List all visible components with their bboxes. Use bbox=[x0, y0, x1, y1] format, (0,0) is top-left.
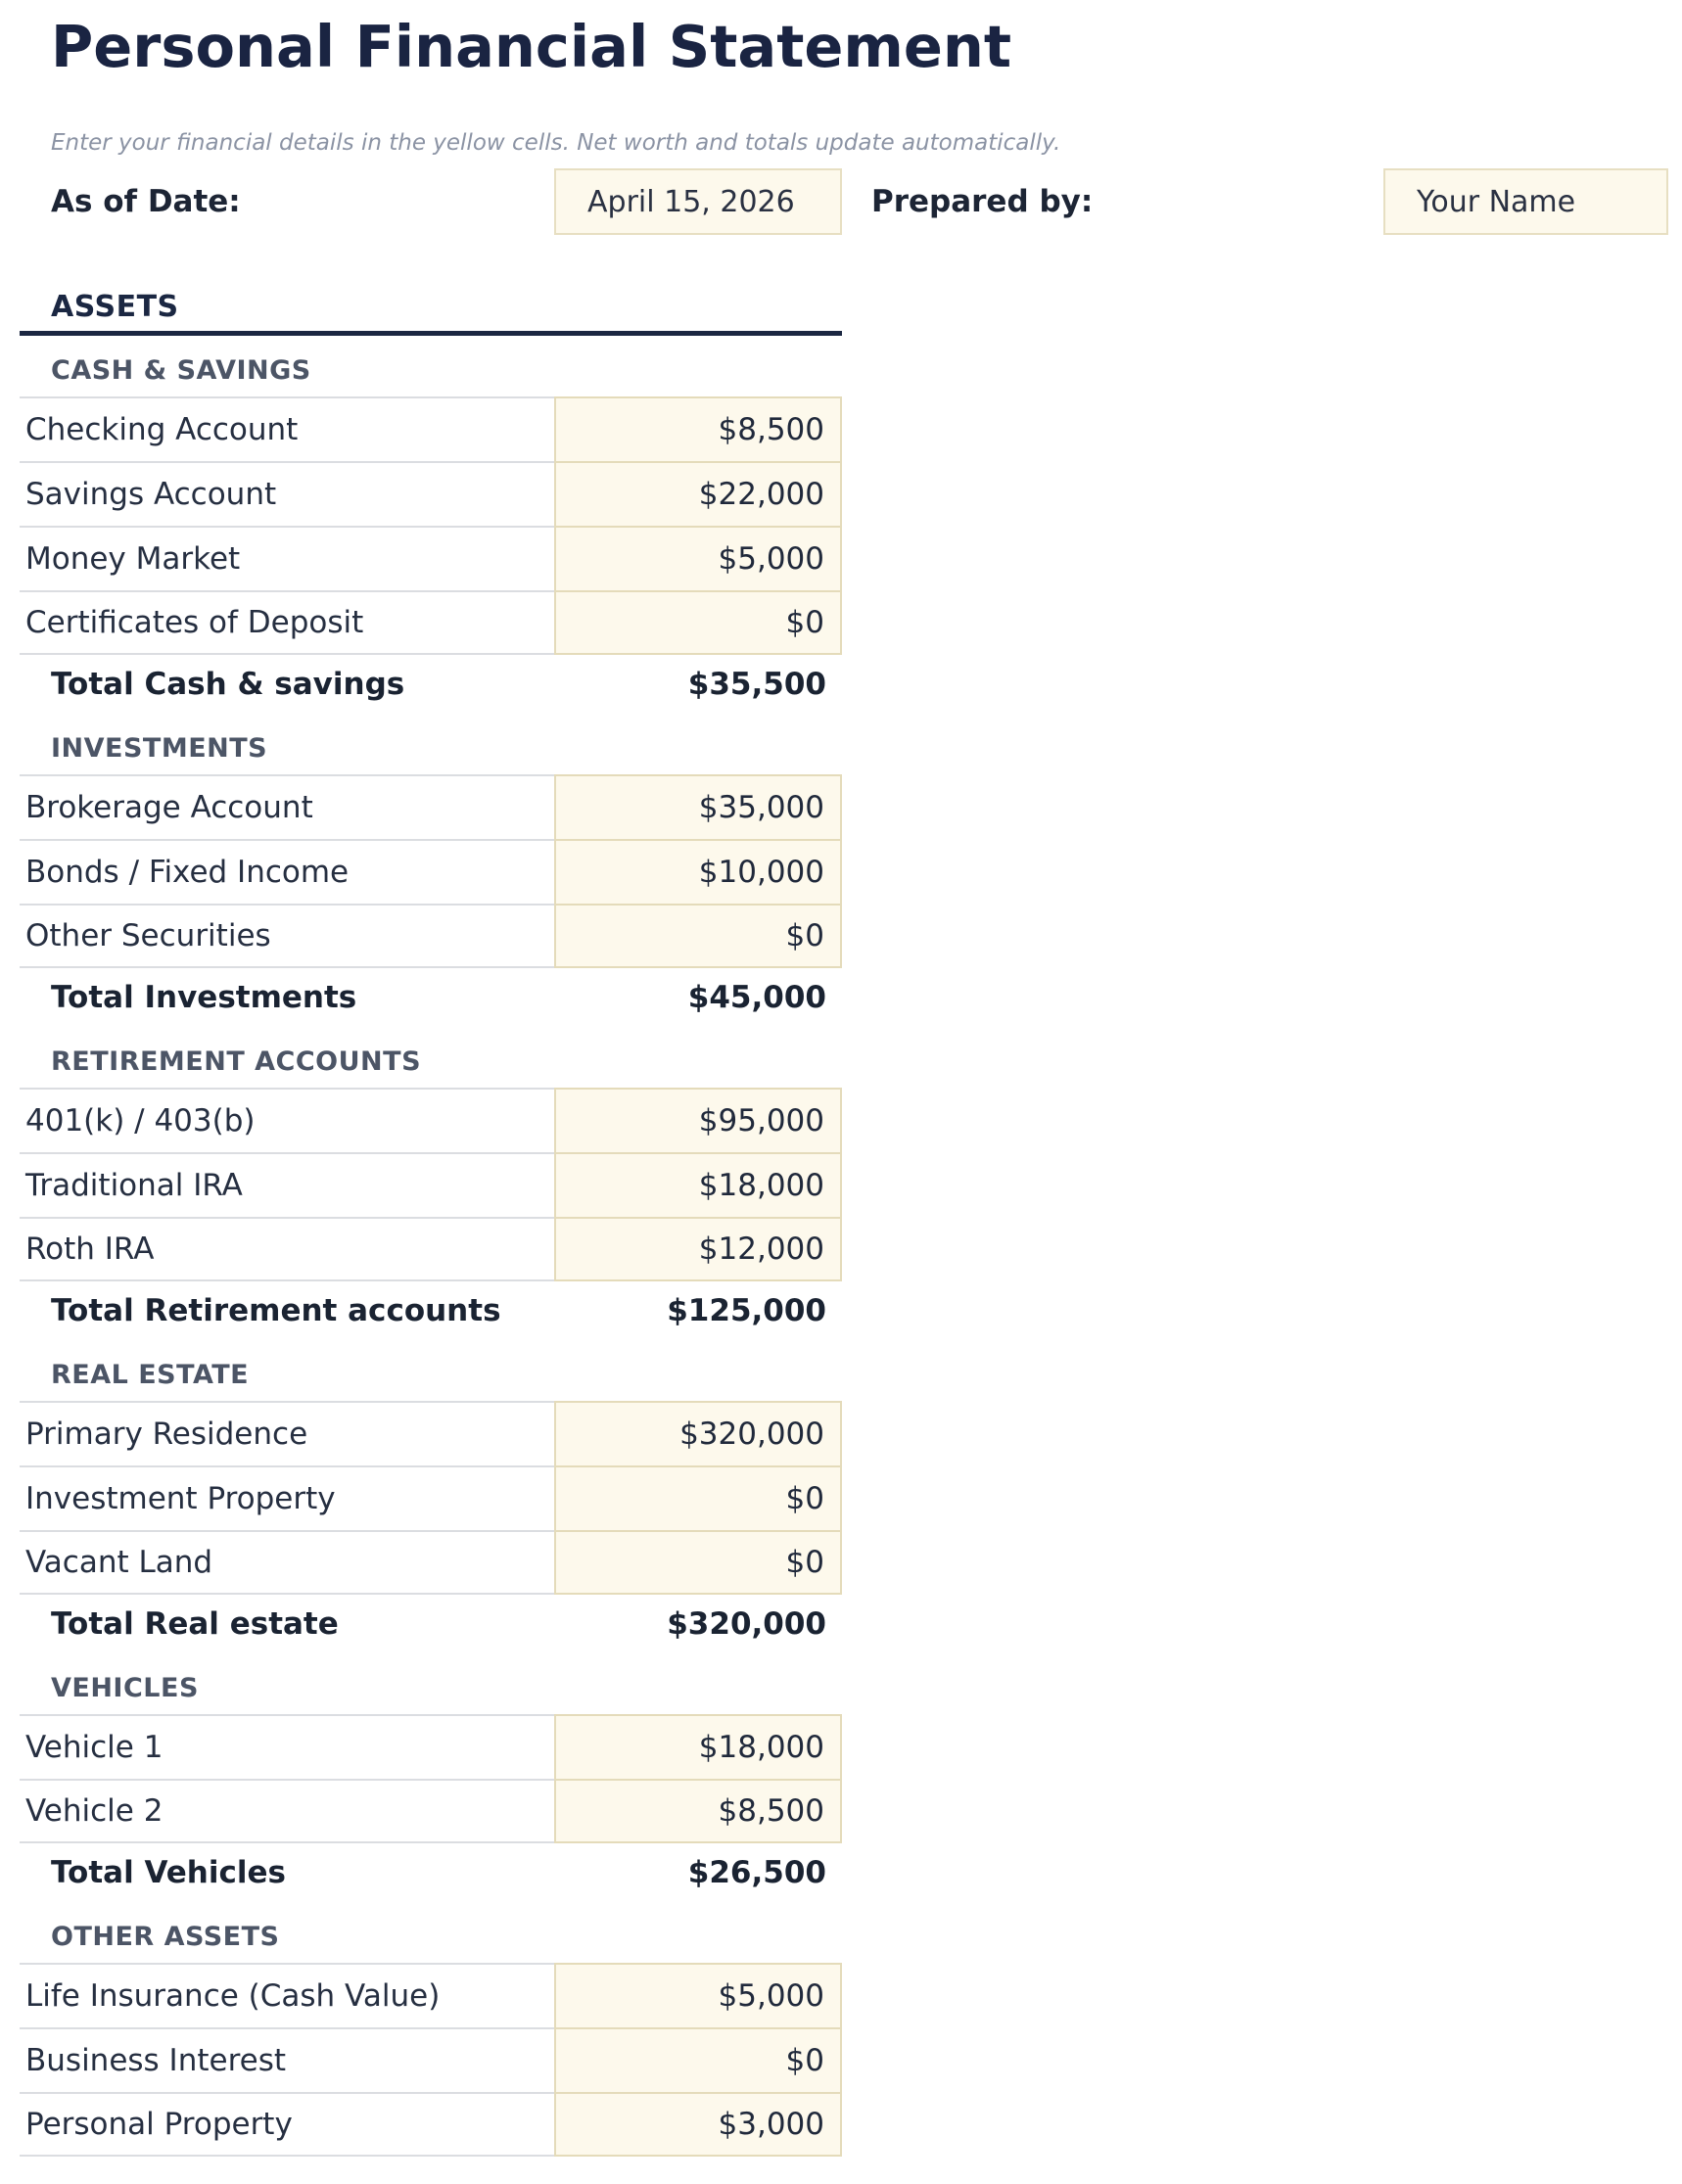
asset-value-cell[interactable]: $12,000 bbox=[554, 1217, 842, 1281]
section-rows bbox=[20, 1714, 842, 1843]
asset-row-label: Life Insurance (Cash Value) bbox=[20, 1963, 554, 2027]
section-header-cash-savings: CASH & SAVINGS bbox=[51, 355, 311, 386]
asset-row bbox=[20, 1088, 842, 1152]
asset-row-label: Roth IRA bbox=[20, 1217, 554, 1281]
asset-row-label: Traditional IRA bbox=[20, 1152, 554, 1217]
header-fields-row bbox=[0, 168, 1682, 235]
section-total-value: $45,000 bbox=[687, 980, 826, 1015]
asset-value-cell[interactable]: $320,000 bbox=[554, 1401, 842, 1465]
asset-value-cell[interactable]: $8,500 bbox=[554, 396, 842, 461]
section-header-investments: INVESTMENTS bbox=[51, 733, 268, 764]
section-total-row bbox=[20, 655, 842, 714]
section-total-row bbox=[20, 1843, 842, 1902]
as-of-date-input[interactable]: April 15, 2026 bbox=[554, 168, 842, 235]
asset-section-other-assets bbox=[20, 1918, 842, 2157]
asset-value-cell[interactable]: $0 bbox=[554, 2027, 842, 2092]
asset-row bbox=[20, 590, 842, 655]
asset-section-retirement-accounts bbox=[20, 1043, 842, 1340]
section-total-row bbox=[20, 968, 842, 1027]
asset-section-real-estate bbox=[20, 1356, 842, 1653]
section-rows bbox=[20, 396, 842, 655]
asset-value-cell[interactable]: $18,000 bbox=[554, 1152, 842, 1217]
asset-row bbox=[20, 1465, 842, 1530]
section-total-label: Total Retirement accounts bbox=[51, 1293, 501, 1328]
section-rows bbox=[20, 1401, 842, 1595]
asset-row bbox=[20, 396, 842, 461]
asset-section-vehicles bbox=[20, 1669, 842, 1902]
page-subtitle: Enter your financial details in the yellow cells. Net worth and totals update automatically. bbox=[51, 130, 1061, 156]
assets-table bbox=[20, 290, 842, 2157]
prepared-by-input[interactable]: Your Name bbox=[1383, 168, 1668, 235]
asset-row-label: Vehicle 2 bbox=[20, 1779, 554, 1843]
asset-row-label: Money Market bbox=[20, 526, 554, 590]
section-header-other-assets: OTHER ASSETS bbox=[51, 1922, 280, 1952]
asset-row bbox=[20, 526, 842, 590]
asset-section-investments bbox=[20, 729, 842, 1027]
page-title: Personal Financial Statement bbox=[51, 13, 1012, 80]
section-rows bbox=[20, 1088, 842, 1281]
section-rows bbox=[20, 774, 842, 968]
asset-row bbox=[20, 1401, 842, 1465]
section-total-value: $35,500 bbox=[687, 667, 826, 702]
assets-heading: ASSETS bbox=[51, 290, 179, 324]
section-header-vehicles: VEHICLES bbox=[51, 1673, 199, 1703]
asset-row-label: Other Securities bbox=[20, 904, 554, 968]
asset-row bbox=[20, 904, 842, 968]
asset-row-label: Primary Residence bbox=[20, 1401, 554, 1465]
as-of-date-label: As of Date: bbox=[51, 184, 241, 219]
asset-value-cell[interactable]: $3,000 bbox=[554, 2092, 842, 2157]
section-total-value: $125,000 bbox=[667, 1293, 826, 1328]
asset-row-label: Checking Account bbox=[20, 396, 554, 461]
asset-row-label: Vehicle 1 bbox=[20, 1714, 554, 1779]
asset-value-cell[interactable]: $0 bbox=[554, 1530, 842, 1595]
asset-row-label: Savings Account bbox=[20, 461, 554, 526]
asset-section-cash-savings bbox=[20, 351, 842, 714]
asset-row bbox=[20, 461, 842, 526]
asset-row bbox=[20, 1152, 842, 1217]
section-total-row bbox=[20, 1281, 842, 1340]
asset-row-label: Bonds / Fixed Income bbox=[20, 839, 554, 904]
asset-row bbox=[20, 1963, 842, 2027]
asset-value-cell[interactable]: $35,000 bbox=[554, 774, 842, 839]
section-total-label: Total Cash & savings bbox=[51, 667, 405, 702]
asset-row bbox=[20, 1530, 842, 1595]
asset-row bbox=[20, 839, 842, 904]
asset-row bbox=[20, 1779, 842, 1843]
asset-row bbox=[20, 1714, 842, 1779]
section-total-value: $320,000 bbox=[667, 1606, 826, 1642]
asset-value-cell[interactable]: $8,500 bbox=[554, 1779, 842, 1843]
section-total-label: Total Investments bbox=[51, 980, 357, 1015]
asset-value-cell[interactable]: $10,000 bbox=[554, 839, 842, 904]
asset-value-cell[interactable]: $5,000 bbox=[554, 1963, 842, 2027]
section-total-label: Total Real estate bbox=[51, 1606, 339, 1642]
asset-row-label: 401(k) / 403(b) bbox=[20, 1088, 554, 1152]
asset-row-label: Brokerage Account bbox=[20, 774, 554, 839]
asset-row-label: Business Interest bbox=[20, 2027, 554, 2092]
section-total-row bbox=[20, 1595, 842, 1653]
asset-value-cell[interactable]: $0 bbox=[554, 904, 842, 968]
asset-row-label: Investment Property bbox=[20, 1465, 554, 1530]
asset-value-cell[interactable]: $0 bbox=[554, 1465, 842, 1530]
asset-value-cell[interactable]: $5,000 bbox=[554, 526, 842, 590]
asset-row bbox=[20, 2092, 842, 2157]
asset-row-label: Vacant Land bbox=[20, 1530, 554, 1595]
assets-divider bbox=[20, 331, 842, 336]
asset-row bbox=[20, 2027, 842, 2092]
asset-row-label: Certificates of Deposit bbox=[20, 590, 554, 655]
asset-value-cell[interactable]: $0 bbox=[554, 590, 842, 655]
asset-value-cell[interactable]: $95,000 bbox=[554, 1088, 842, 1152]
section-total-value: $26,500 bbox=[687, 1855, 826, 1890]
section-rows bbox=[20, 1963, 842, 2157]
asset-value-cell[interactable]: $18,000 bbox=[554, 1714, 842, 1779]
section-header-real-estate: REAL ESTATE bbox=[51, 1360, 250, 1390]
section-total-label: Total Vehicles bbox=[51, 1855, 286, 1890]
section-header-retirement-accounts: RETIREMENT ACCOUNTS bbox=[51, 1046, 422, 1077]
asset-row bbox=[20, 1217, 842, 1281]
asset-sections bbox=[20, 351, 842, 2157]
asset-value-cell[interactable]: $22,000 bbox=[554, 461, 842, 526]
prepared-by-label: Prepared by: bbox=[871, 184, 1094, 219]
asset-row bbox=[20, 774, 842, 839]
asset-row-label: Personal Property bbox=[20, 2092, 554, 2157]
